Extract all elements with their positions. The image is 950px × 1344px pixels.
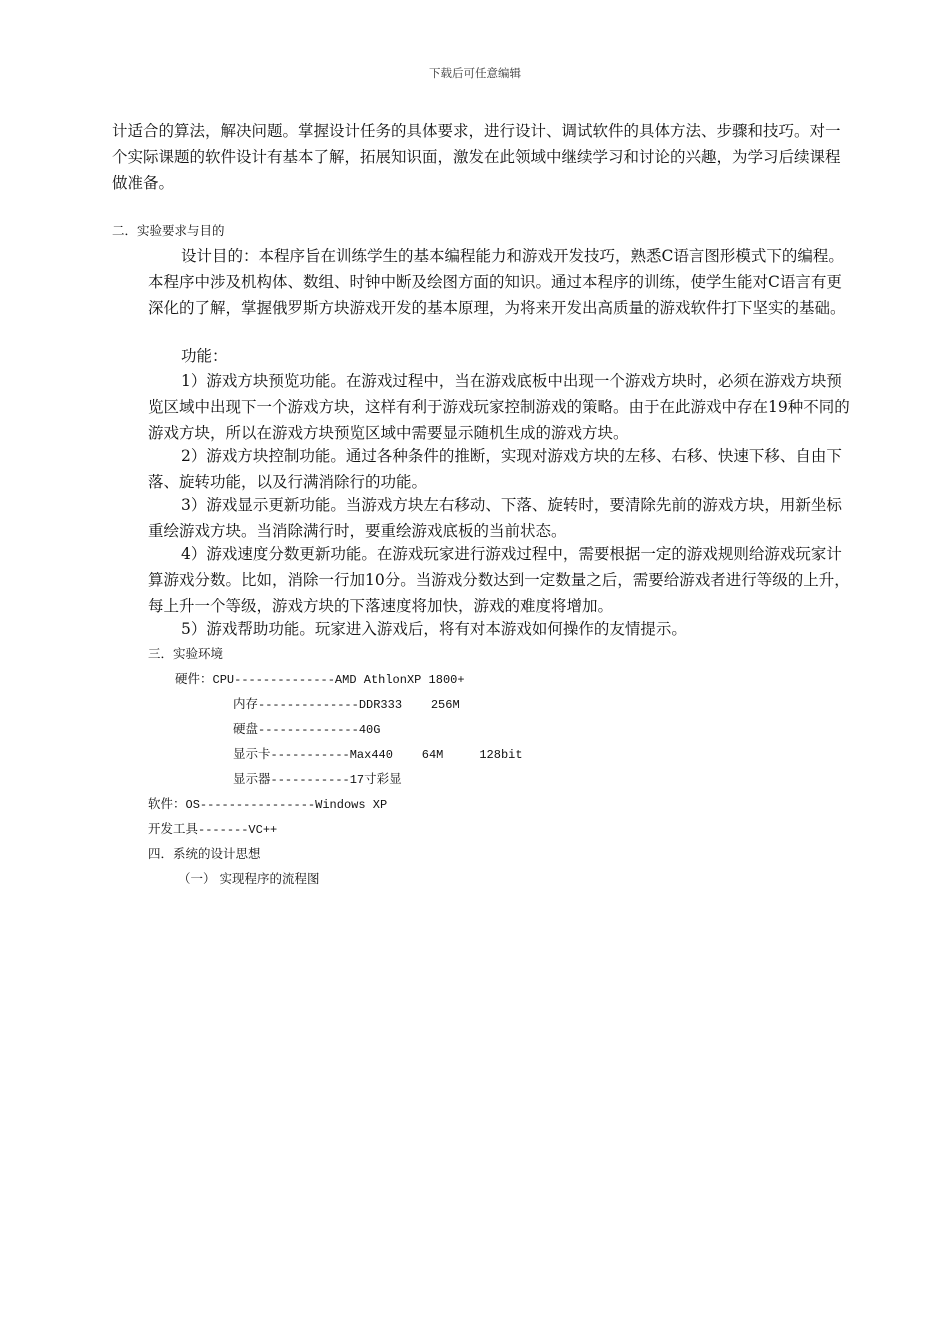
- disk-spec: --------------40G: [258, 723, 381, 737]
- section-3-heading: 三．实验环境: [148, 646, 224, 661]
- function-4-paragraph: 4）游戏速度分数更新功能。在游戏玩家进行游戏过程中，需要根据一定的游戏规则给游戏玩家计算游戏分数。比如，消除一行加10分。当游戏分数达到一定数量之后，需要给游戏者进行等级的上升，每上升一个等级，游戏方块的下落速度将加快，游戏的难度将增加。: [148, 545, 850, 615]
- monitor-spec: -----------17: [270, 773, 365, 787]
- dev-tools-label: 开发工具: [148, 821, 199, 836]
- monitor-spec-tail: 寸彩显: [364, 771, 402, 786]
- dev-tools-line: [148, 820, 277, 839]
- page-header: 下载后可任意编辑: [429, 66, 521, 80]
- monitor-line: [233, 770, 402, 789]
- hardware-label: 硬件：: [175, 671, 213, 686]
- memory-label: 内存: [233, 696, 259, 711]
- intro-paragraph: 计适合的算法，解决问题。掌握设计任务的具体要求，进行设计、调试软件的具体方法、步骤和技巧。对一个实际课题的软件设计有基本了解，拓展知识面，激发在此领域中继续学习和讨论的兴趣，为学习后续课程做准备。: [112, 122, 841, 192]
- gpu-spec: -----------Max440 64M 128bit: [270, 748, 523, 762]
- monitor-label: 显示器: [233, 771, 271, 786]
- memory-spec: --------------DDR333 256M: [258, 698, 460, 712]
- disk-label: 硬盘: [233, 721, 259, 736]
- gpu-line: [233, 745, 523, 764]
- gpu-label: 显示卡: [233, 746, 271, 761]
- design-purpose-paragraph: 设计目的：本程序旨在训练学生的基本编程能力和游戏开发技巧，熟悉C语言图形模式下的编程。本程序中涉及机构体、数组、时钟中断及绘图方面的知识。通过本程序的训练，使学生能对C语言有更深化的了解，掌握俄罗斯方块游戏开发的基本原理，为将来开发出高质量的游戏软件打下坚实的基础。: [148, 247, 846, 317]
- section-4-heading: 四．系统的设计思想: [148, 846, 261, 861]
- hardware-cpu-line: [175, 670, 465, 689]
- cpu-spec: CPU--------------AMD AthlonXP 1800+: [212, 673, 465, 687]
- os-spec: OS----------------Windows XP: [185, 798, 388, 812]
- memory-line: [233, 695, 460, 714]
- function-label: 功能：: [181, 347, 228, 365]
- software-line: [148, 795, 387, 814]
- section-2-heading: 二．实验要求与目的: [112, 223, 225, 238]
- function-5-paragraph: 5）游戏帮助功能。玩家进入游戏后，将有对本游戏如何操作的友情提示。: [181, 620, 687, 638]
- function-1-paragraph: 1）游戏方块预览功能。在游戏过程中，当在游戏底板中出现一个游戏方块时，必须在游戏方块预览区域中出现下一个游戏方块，这样有利于游戏玩家控制游戏的策略。由于在此游戏中存在19种不同的游戏方块，所以在游戏方块预览区域中需要显示随机生成的游戏方块。: [148, 372, 850, 442]
- disk-line: [233, 720, 380, 739]
- function-3-paragraph: 3）游戏显示更新功能。当游戏方块左右移动、下落、旋转时，要清除先前的游戏方块，用新坐标重绘游戏方块。当消除满行时，要重绘游戏底板的当前状态。: [148, 496, 842, 540]
- function-2-paragraph: 2）游戏方块控制功能。通过各种条件的推断，实现对游戏方块的左移、右移、快速下移、自由下落、旋转功能，以及行满消除行的功能。: [148, 447, 842, 491]
- dev-tools-spec: -------VC++: [198, 823, 278, 837]
- flowchart-subheading: （一） 实现程序的流程图: [178, 871, 320, 886]
- software-label: 软件：: [148, 796, 186, 811]
